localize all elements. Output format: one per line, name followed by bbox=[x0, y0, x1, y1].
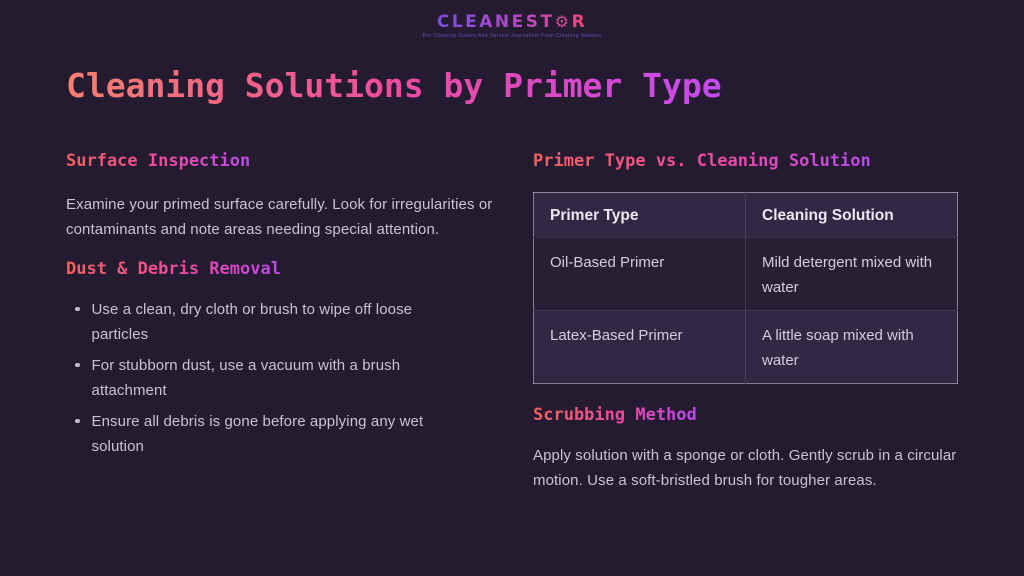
bullet-icon bbox=[75, 419, 80, 424]
scrubbing-method-body: Apply solution with a sponge or cloth. Gently scrub in a circular motion. Use a soft-bristled brush for tougher areas. bbox=[533, 446, 957, 489]
brand-logo-text-right: R bbox=[571, 12, 588, 32]
primer-cleaning-table bbox=[533, 192, 958, 384]
section-heading-primer-vs-solution: Primer Type vs. Cleaning Solution bbox=[533, 150, 871, 171]
content-columns bbox=[66, 151, 958, 493]
table-cell-primer-type: Latex-Based Primer bbox=[534, 310, 746, 383]
table-cell-cleaning-solution: A little soap mixed with water bbox=[762, 326, 914, 369]
bullet-icon bbox=[75, 363, 80, 368]
list-item bbox=[66, 353, 506, 403]
list-item-text: For stubborn dust, use a vacuum with a brush attachment bbox=[91, 356, 401, 399]
table-body bbox=[534, 237, 958, 383]
brand-logo bbox=[437, 13, 587, 32]
table-header bbox=[534, 192, 958, 237]
brand-logo-text-left: CLEANEST bbox=[436, 12, 555, 32]
table-cell-cleaning-solution: Mild detergent mixed with water bbox=[762, 253, 933, 296]
list-item bbox=[66, 409, 506, 459]
table-header-row bbox=[534, 192, 958, 237]
list-item bbox=[66, 297, 506, 347]
section-heading-scrubbing-method: Scrubbing Method bbox=[533, 404, 697, 425]
section-heading-dust-debris-removal: Dust & Debris Removal bbox=[66, 258, 281, 279]
column-header-primer-type: Primer Type bbox=[534, 192, 746, 237]
table-cell-primer-type: Oil-Based Primer bbox=[534, 237, 746, 310]
surface-inspection-body: Examine your primed surface carefully. Look for irregularities or contaminants and note areas needing special attention. bbox=[66, 195, 493, 238]
gear-icon: ⚙ bbox=[554, 12, 572, 31]
logo-block bbox=[0, 0, 1024, 39]
bullet-icon bbox=[75, 307, 80, 312]
table-row bbox=[534, 310, 958, 383]
list-item-text: Ensure all debris is gone before applying any wet solution bbox=[91, 412, 424, 455]
brand-tagline: Pro Cleaning Guides And Service Journalism From Cleaning Masters bbox=[422, 33, 602, 39]
list-item-text: Use a clean, dry cloth or brush to wipe off loose particles bbox=[91, 300, 413, 343]
left-column bbox=[66, 151, 506, 493]
page-title: Cleaning Solutions by Primer Type bbox=[66, 66, 722, 105]
table-row bbox=[534, 237, 958, 310]
section-heading-surface-inspection: Surface Inspection bbox=[66, 150, 251, 171]
dust-debris-bullet-list bbox=[66, 297, 506, 459]
column-header-cleaning-solution: Cleaning Solution bbox=[746, 192, 958, 237]
right-column bbox=[533, 151, 958, 493]
